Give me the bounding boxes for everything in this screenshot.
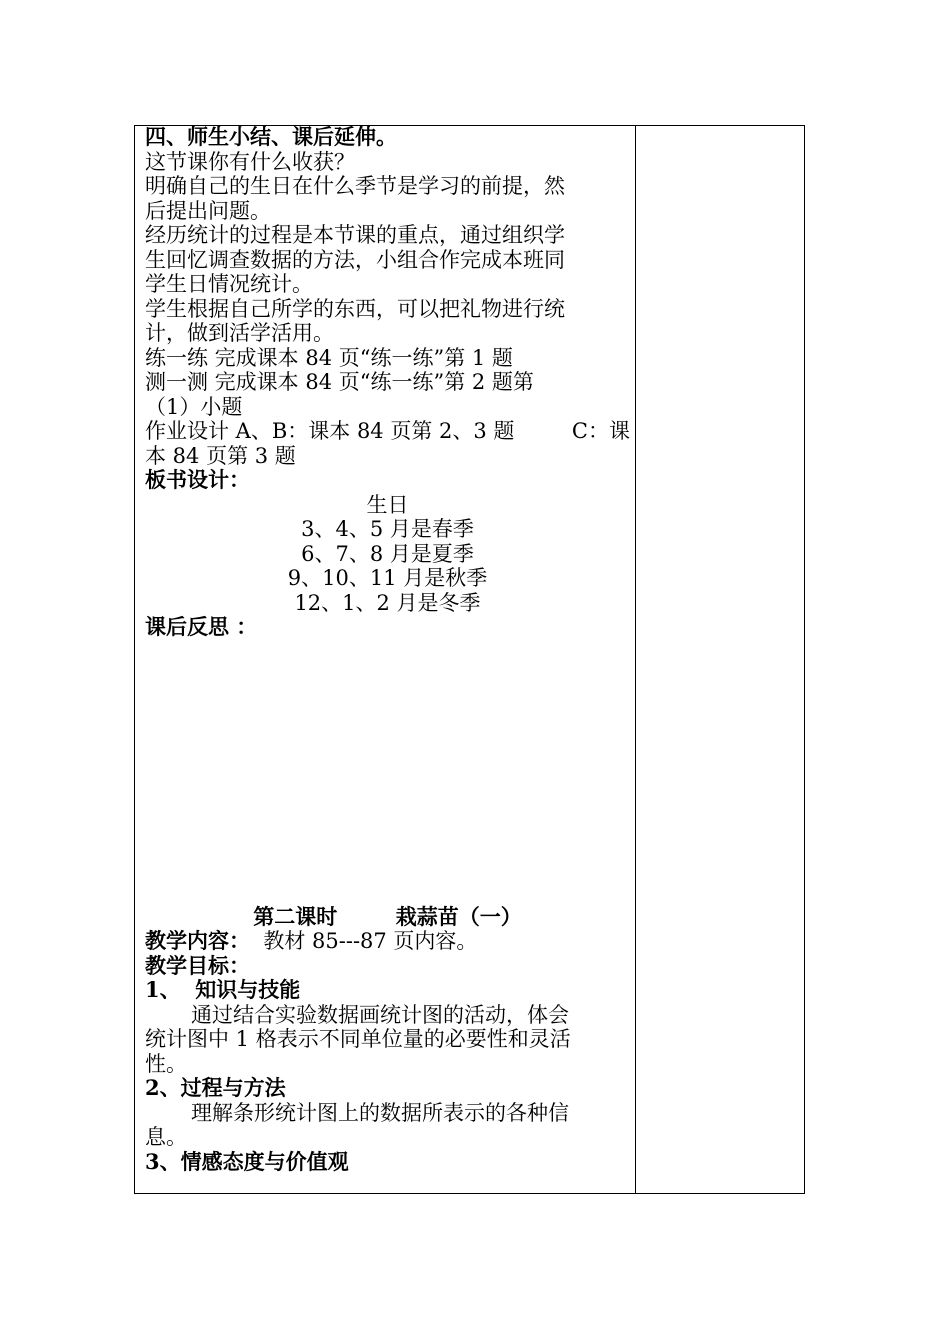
board-row: 12、1、2 月是冬季: [294, 590, 481, 615]
text-line: 统计图中 1 格表示不同单位量的必要性和灵活: [145, 1027, 571, 1051]
main-cell: [145, 125, 630, 1174]
reflection-space: [145, 640, 630, 905]
text-line: 计，做到活学活用。: [145, 321, 334, 345]
board-row: 3、4、5 月是春季: [301, 517, 474, 541]
homework-line: [145, 419, 630, 444]
content-value: 教材 85---87 页内容。: [250, 929, 478, 953]
content-line: [145, 929, 630, 954]
goal1-heading: 1、 知识与技能: [145, 977, 301, 1002]
text-line: 学生日情况统计。: [145, 272, 313, 296]
goals-label: 教学目标：: [145, 952, 250, 978]
text-line: 性。: [145, 1051, 187, 1076]
text-line: 学生根据自己所学的东西，可以把礼物进行统: [145, 296, 565, 321]
goal3-heading: 3、情感态度与价值观: [145, 1148, 349, 1174]
section4-heading: 四、师生小结、课后延伸。: [145, 124, 397, 149]
text-line: 理解条形统计图上的数据所表示的各种信: [191, 1100, 569, 1125]
text-line: 测一测 完成课本 84 页“练一练”第 2 题第: [145, 370, 534, 394]
text-line: 后提出问题。: [145, 198, 271, 223]
text-line: 练一练 完成课本 84 页“练一练”第 1 题: [145, 345, 513, 370]
text-line: 息。: [145, 1125, 187, 1149]
text-line: 通过结合实验数据画统计图的活动，体会: [191, 1002, 569, 1027]
homework-continuation: 本 84 页第 3 题: [145, 443, 296, 468]
lesson2-title: 第二课时 栽蒜苗（一）: [253, 903, 522, 929]
homework-left: 作业设计 A、B：课本 84 页第 2、3 题: [145, 419, 515, 443]
board-title: 生日: [366, 492, 409, 517]
homework-right: C：课: [571, 419, 630, 443]
board-heading: 板书设计：: [145, 467, 250, 492]
text-line: 生回忆调查数据的方法，小组合作完成本班同: [145, 247, 565, 272]
board-row: 9、10、11 月是秋季: [287, 566, 488, 590]
text-line: 经历统计的过程是本节课的重点，通过组织学: [145, 223, 565, 247]
goal2-heading: 2、过程与方法: [145, 1075, 286, 1100]
text-line: （1）小题: [145, 394, 243, 419]
board-row: 6、7、8 月是夏季: [301, 541, 474, 566]
reflection-heading: 课后反思 ：: [145, 614, 258, 639]
column-divider: [635, 125, 636, 1194]
text-line: 这节课你有什么收获？: [145, 149, 355, 174]
text-line: 明确自己的生日在什么季节是学习的前提，然: [145, 174, 565, 198]
content-label: 教学内容：: [145, 928, 250, 953]
